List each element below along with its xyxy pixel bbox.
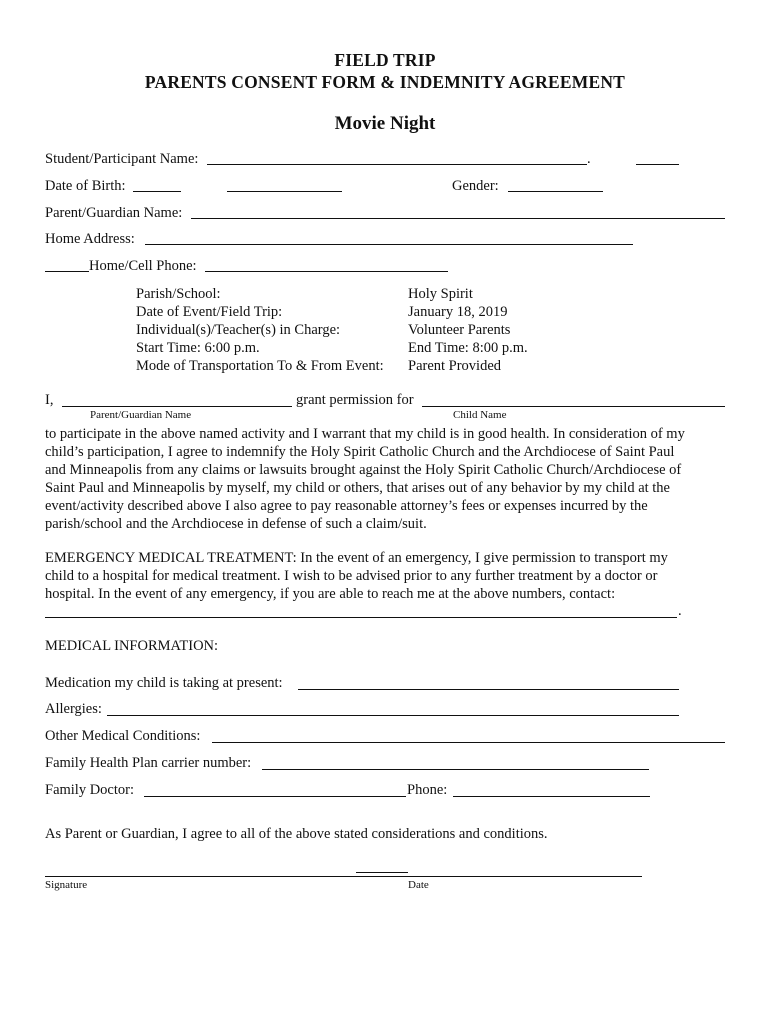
- event-info-label: Parish/School:: [136, 286, 221, 302]
- home-address-label: Home Address:: [45, 231, 135, 247]
- paragraph-line: event/activity described above I also agree to pay reasonable attorney’s fees or expenses incurred by the: [45, 498, 648, 514]
- paragraph-line: parish/school and the Archdiocese in defense of such a claim/suit.: [45, 516, 427, 532]
- paragraph-line: hospital. In the event of any emergency, if you are able to reach me at the above numbers, contact:: [45, 586, 616, 602]
- student-extra-field[interactable]: [636, 164, 679, 165]
- health-plan-label: Family Health Plan carrier number:: [45, 755, 252, 771]
- paragraph-line: Saint Paul and Minneapolis by myself, my child or others, that arises out of any behavior by my child at the: [45, 480, 670, 496]
- event-info-labels: [136, 285, 384, 375]
- event-info-label: Mode of Transportation To & From Event:: [136, 358, 384, 374]
- event-info-label: Date of Event/Field Trip:: [136, 304, 283, 320]
- gender-label: Gender:: [452, 178, 499, 194]
- allergies-field[interactable]: [107, 715, 679, 716]
- permission-middle-text: grant permission for: [296, 392, 414, 408]
- home-address-field[interactable]: [145, 244, 633, 245]
- date-field[interactable]: [407, 876, 642, 877]
- family-doctor-label: Family Doctor:: [45, 782, 135, 798]
- doctor-phone-label: Phone:: [407, 782, 448, 798]
- event-info-values: [408, 285, 528, 375]
- signature-caption: Signature: [45, 879, 88, 891]
- emergency-contact-period: .: [678, 603, 682, 619]
- medical-info-heading: MEDICAL INFORMATION:: [45, 638, 219, 654]
- medication-label: Medication my child is taking at present:: [45, 675, 283, 691]
- event-info-label: Individual(s)/Teacher(s) in Charge:: [136, 322, 341, 338]
- paragraph-line: and Minneapolis from any claims or lawsuits brought against the Holy Spirit Catholic Church/Archdiocese of: [45, 462, 682, 478]
- home-phone-field[interactable]: [205, 271, 448, 272]
- child-name-caption: Child Name: [453, 409, 507, 421]
- student-name-label: Student/Participant Name:: [45, 151, 199, 167]
- signature-field[interactable]: [45, 876, 407, 877]
- allergies-label: Allergies:: [45, 701, 102, 717]
- event-info-value: End Time: 8:00 p.m.: [408, 340, 528, 356]
- home-phone-label: Home/Cell Phone:: [89, 258, 197, 274]
- dob-field[interactable]: [133, 191, 181, 192]
- student-name-field[interactable]: [207, 164, 587, 165]
- parent-guardian-caption: Parent/Guardian Name: [90, 409, 192, 421]
- paragraph-line: EMERGENCY MEDICAL TREATMENT: In the event of an emergency, I give permission to transport my: [45, 550, 668, 566]
- gender-field[interactable]: [508, 191, 603, 192]
- student-name-period: .: [587, 151, 591, 167]
- event-info-value: Parent Provided: [408, 358, 502, 374]
- family-doctor-field[interactable]: [144, 796, 406, 797]
- child-name-field[interactable]: [422, 406, 725, 407]
- doctor-phone-field[interactable]: [453, 796, 650, 797]
- medication-field[interactable]: [298, 689, 679, 690]
- emergency-contact-field[interactable]: [45, 617, 677, 618]
- other-conditions-label: Other Medical Conditions:: [45, 728, 201, 744]
- dob-extra-field[interactable]: [227, 191, 342, 192]
- signature-extra-line: [356, 872, 408, 873]
- event-name: Movie Night: [334, 113, 436, 134]
- parent-name-label: Parent/Guardian Name:: [45, 205, 183, 221]
- paragraph-line: child to a hospital for medical treatment. I wish to be advised prior to any further treatment by a doctor or: [45, 568, 658, 584]
- parent-name-field[interactable]: [191, 218, 725, 219]
- event-info-label: Start Time: 6:00 p.m.: [136, 340, 260, 356]
- indemnity-paragraph: [45, 425, 720, 533]
- parent-guardian-name-field[interactable]: [62, 406, 292, 407]
- event-info-value: Volunteer Parents: [408, 322, 511, 338]
- form-title-line-2: PARENTS CONSENT FORM & INDEMNITY AGREEMENT: [144, 72, 626, 92]
- paragraph-line: child’s participation, I agree to indemnify the Holy Spirit Catholic Church and the Archdiocese of Saint Paul: [45, 444, 675, 460]
- agreement-statement: As Parent or Guardian, I agree to all of the above stated considerations and conditions.: [45, 826, 548, 842]
- health-plan-field[interactable]: [262, 769, 649, 770]
- event-info-value: Holy Spirit: [408, 286, 473, 302]
- other-conditions-field[interactable]: [212, 742, 725, 743]
- event-info-value: January 18, 2019: [408, 304, 508, 320]
- paragraph-line: to participate in the above named activity and I warrant that my child is in good health. In consideration of my: [45, 426, 685, 442]
- date-caption: Date: [408, 879, 429, 891]
- permission-prefix: I,: [45, 392, 54, 408]
- phone-prefix-field[interactable]: [45, 271, 89, 272]
- dob-label: Date of Birth:: [45, 178, 126, 194]
- form-title-line-1: FIELD TRIP: [334, 50, 436, 70]
- emergency-paragraph: [45, 549, 720, 603]
